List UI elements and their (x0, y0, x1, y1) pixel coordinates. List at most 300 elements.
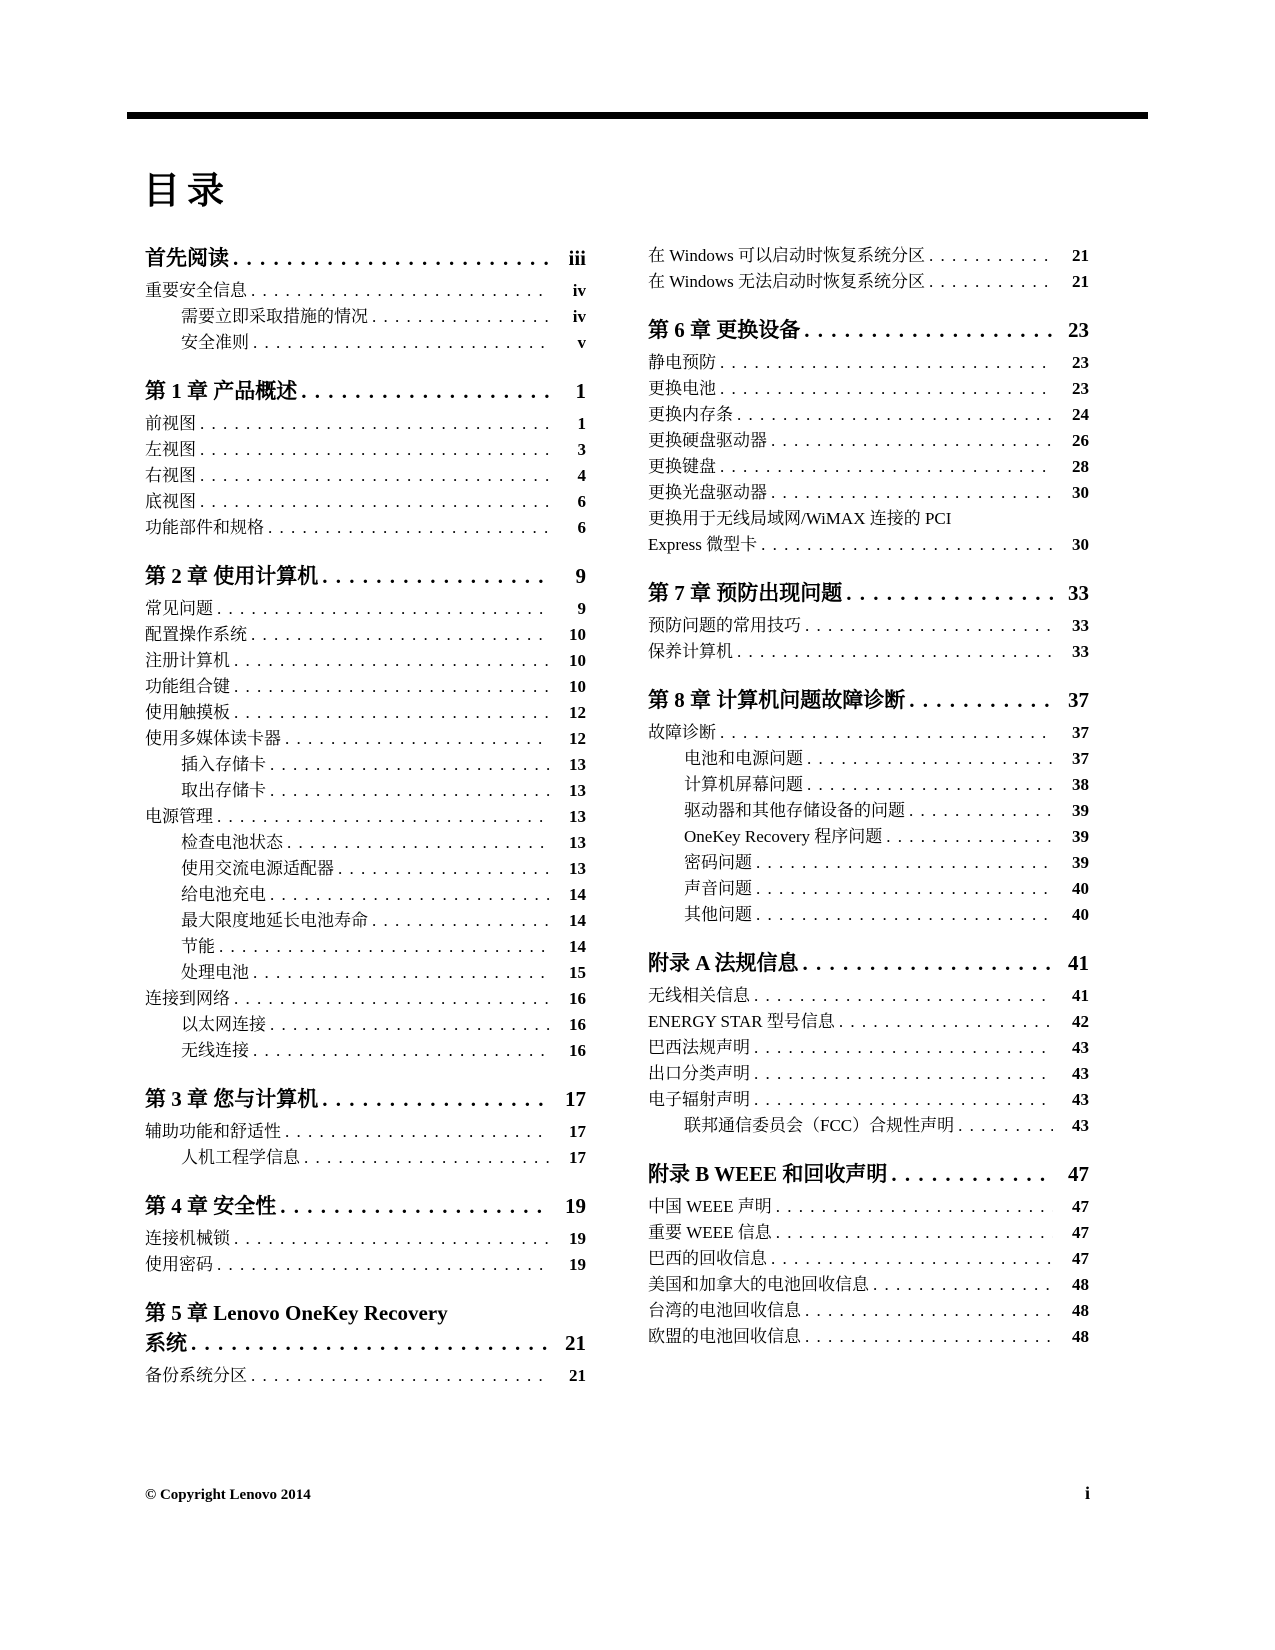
dot-leader (270, 882, 550, 908)
dot-leader (720, 454, 1053, 480)
toc-entry (648, 876, 1089, 902)
toc-entry-label: 在 Windows 无法启动时恢复系统分区 (648, 272, 925, 291)
toc-entry (648, 243, 1089, 269)
toc-entry-label: 驱动器和其他存储设备的问题 (684, 801, 905, 820)
toc-entry (145, 489, 586, 515)
dot-leader (200, 463, 550, 489)
toc-entry (648, 1246, 1089, 1272)
toc-page-number: 14 (569, 885, 586, 904)
toc-page-number: 14 (569, 911, 586, 930)
toc-page-number: 37 (1068, 688, 1089, 712)
dot-leader (217, 1252, 550, 1278)
toc-entry (145, 1084, 586, 1114)
toc-entry (648, 824, 1089, 850)
toc-entry (648, 269, 1089, 295)
toc-entry-label: 以太网连接 (181, 1015, 266, 1034)
toc-entry (145, 1038, 586, 1064)
toc-entry (145, 908, 586, 934)
dot-leader (191, 1328, 550, 1358)
toc-columns (145, 243, 1148, 1389)
toc-page-number: 43 (1072, 1090, 1089, 1109)
dot-leader (234, 674, 550, 700)
toc-page-number: 17 (569, 1148, 586, 1167)
toc-page-number: 39 (1072, 801, 1089, 820)
dot-leader (270, 752, 550, 778)
dot-leader (754, 983, 1053, 1009)
toc-entry (145, 376, 586, 406)
toc-entry (648, 948, 1089, 978)
dot-leader (958, 1113, 1053, 1139)
toc-page-number: 13 (569, 781, 586, 800)
dot-leader (909, 798, 1053, 824)
toc-entry-label: 巴西的回收信息 (648, 1249, 767, 1268)
toc-entry-label: 给电池充电 (181, 885, 266, 904)
toc-entry-label: 更换光盘驱动器 (648, 483, 767, 502)
toc-entry-label: 人机工程学信息 (181, 1148, 300, 1167)
dot-leader (886, 824, 1053, 850)
toc-entry-label: 备份系统分区 (145, 1366, 247, 1385)
toc-entry-label: 第 2 章 使用计算机 (145, 564, 319, 588)
toc-page-number: 19 (565, 1194, 586, 1218)
dot-leader (217, 596, 550, 622)
toc-entry-label: 节能 (181, 937, 215, 956)
toc-entry-label: 更换用于无线局域网/WiMAX 连接的 PCI (648, 509, 952, 528)
toc-entry-label: ENERGY STAR 型号信息 (648, 1012, 835, 1031)
toc-entry-label: 系统 (145, 1331, 187, 1355)
toc-entry-label: 声音问题 (684, 879, 752, 898)
dot-leader (720, 376, 1053, 402)
toc-page-number: 47 (1072, 1197, 1089, 1216)
toc-page-number: 40 (1072, 905, 1089, 924)
toc-entry-label: 第 6 章 更换设备 (648, 318, 801, 342)
toc-page-number: 17 (565, 1087, 586, 1111)
dot-leader (839, 1009, 1053, 1035)
toc-page-number: 39 (1072, 827, 1089, 846)
toc-entry (648, 798, 1089, 824)
toc-entry (145, 752, 586, 778)
toc-entry-label: 无线连接 (181, 1041, 249, 1060)
toc-entry (648, 402, 1089, 428)
toc-page-number: 48 (1072, 1327, 1089, 1346)
dot-leader (873, 1272, 1053, 1298)
dot-leader (234, 648, 550, 674)
toc-page-number: 48 (1072, 1275, 1089, 1294)
dot-leader (301, 376, 550, 406)
toc-entry-label: 更换硬盘驱动器 (648, 431, 767, 450)
toc-entry (648, 532, 1089, 558)
toc-entry-label: 首先阅读 (145, 246, 229, 270)
page-title: 目录 (143, 171, 231, 212)
toc-entry (648, 454, 1089, 480)
toc-entry-label: 故障诊断 (648, 723, 716, 742)
footer-page-number: i (1084, 1483, 1090, 1503)
toc-entry (145, 648, 586, 674)
toc-entry-label: 第 7 章 预防出现问题 (648, 581, 843, 605)
toc-entry (145, 804, 586, 830)
dot-leader (253, 1038, 550, 1064)
dot-leader (805, 1324, 1053, 1350)
toc-entry-label: 功能组合键 (145, 677, 230, 696)
toc-entry-label: 欧盟的电池回收信息 (648, 1327, 801, 1346)
toc-page-number: 14 (569, 937, 586, 956)
toc-page-number: iii (568, 246, 586, 270)
toc-entry-label: 第 1 章 产品概述 (145, 379, 298, 403)
toc-page-number: 19 (569, 1255, 586, 1274)
dot-leader (771, 480, 1053, 506)
page-footer (145, 1483, 1090, 1504)
toc-page-number: 1 (577, 414, 586, 433)
toc-page-number: 21 (1072, 246, 1089, 265)
toc-page-number: 12 (569, 703, 586, 722)
toc-entry (648, 1009, 1089, 1035)
toc-page-number: 43 (1072, 1116, 1089, 1135)
toc-entry (145, 856, 586, 882)
dot-leader (929, 269, 1053, 295)
toc-entry (648, 1061, 1089, 1087)
toc-entry-label: 更换电池 (648, 379, 716, 398)
toc-entry-label: 巴西法规声明 (648, 1038, 750, 1057)
toc-page-number: 30 (1072, 535, 1089, 554)
toc-page-number: 39 (1072, 853, 1089, 872)
toc-page-number: 43 (1072, 1038, 1089, 1057)
toc-page-number: 9 (577, 599, 586, 618)
toc-entry-label: 使用多媒体读卡器 (145, 729, 281, 748)
toc-entry-label: 更换内存条 (648, 405, 733, 424)
dot-leader (233, 243, 550, 273)
toc-entry (648, 480, 1089, 506)
toc-entry-label: 右视图 (145, 466, 196, 485)
toc-page-number: 33 (1072, 616, 1089, 635)
dot-leader (756, 902, 1053, 928)
toc-entry-label: 配置操作系统 (145, 625, 247, 644)
toc-entry (145, 437, 586, 463)
toc-entry (145, 622, 586, 648)
toc-entry (145, 243, 586, 273)
dot-leader (268, 515, 550, 541)
dot-leader (761, 532, 1053, 558)
footer-copyright: © Copyright Lenovo 2014 (145, 1487, 311, 1503)
dot-leader (807, 746, 1053, 772)
toc-entry-label: OneKey Recovery 程序问题 (684, 827, 883, 846)
toc-entry-label: 连接机械锁 (145, 1229, 230, 1248)
toc-page-number: iv (572, 307, 586, 326)
dot-leader (253, 330, 550, 356)
toc-entry-label: 附录 A 法规信息 (648, 951, 799, 975)
dot-leader (720, 720, 1053, 746)
toc-entry-label: 最大限度地延长电池寿命 (181, 911, 368, 930)
toc-entry (145, 1012, 586, 1038)
toc-page-number: 42 (1072, 1012, 1089, 1031)
toc-entry (145, 1145, 586, 1171)
toc-page-number: 16 (569, 989, 586, 1008)
toc-entry-label: 第 4 章 安全性 (145, 1194, 277, 1218)
toc-entry (648, 720, 1089, 746)
dot-leader (771, 428, 1053, 454)
toc-page-number: 23 (1068, 318, 1089, 342)
dot-leader (756, 876, 1053, 902)
toc-page-number: 16 (569, 1015, 586, 1034)
toc-entry (648, 639, 1089, 665)
dot-leader (200, 489, 550, 515)
toc-entry-label: 第 3 章 您与计算机 (145, 1087, 319, 1111)
toc-entry (648, 1035, 1089, 1061)
dot-leader (929, 243, 1053, 269)
toc-entry-label: 电源管理 (145, 807, 213, 826)
dot-leader (776, 1220, 1053, 1246)
toc-entry (145, 700, 586, 726)
toc-entry-label: 美国和加拿大的电池回收信息 (648, 1275, 869, 1294)
toc-page-number: 13 (569, 755, 586, 774)
toc-page-number: 33 (1068, 581, 1089, 605)
toc-page-number: 33 (1072, 642, 1089, 661)
toc-entry-label: 保养计算机 (648, 642, 733, 661)
dot-leader (285, 1119, 550, 1145)
dot-leader (338, 856, 550, 882)
toc-entry-label: 静电预防 (648, 353, 716, 372)
toc-page-number: 12 (569, 729, 586, 748)
toc-entry (145, 934, 586, 960)
toc-entry (648, 428, 1089, 454)
toc-entry-label: 处理电池 (181, 963, 249, 982)
toc-entry (145, 515, 586, 541)
toc-entry-label: 左视图 (145, 440, 196, 459)
toc-entry-label: 第 8 章 计算机问题故障诊断 (648, 688, 906, 712)
toc-page-number: 26 (1072, 431, 1089, 450)
dot-leader (253, 960, 550, 986)
toc-entry-label: 联邦通信委员会（FCC）合规性声明 (684, 1116, 955, 1135)
toc-entry-label: 计算机屏幕问题 (684, 775, 803, 794)
dot-leader (805, 613, 1053, 639)
toc-entry-label: 台湾的电池回收信息 (648, 1301, 801, 1320)
dot-leader (754, 1061, 1053, 1087)
toc-entry (145, 674, 586, 700)
dot-leader (280, 1191, 550, 1221)
toc-entry-label: 出口分类声明 (648, 1064, 750, 1083)
toc-page-number: 38 (1072, 775, 1089, 794)
top-rule (127, 112, 1148, 119)
toc-page-number: iv (572, 281, 586, 300)
toc-entry (648, 578, 1089, 608)
dot-leader (322, 561, 550, 591)
toc-entry (145, 411, 586, 437)
toc-page-number: 6 (577, 492, 586, 511)
dot-leader (234, 700, 550, 726)
toc-page-number: 16 (569, 1041, 586, 1060)
toc-page-number: 23 (1072, 379, 1089, 398)
dot-leader (737, 402, 1053, 428)
toc-entry (145, 726, 586, 752)
dot-leader (891, 1159, 1053, 1189)
toc-entry (648, 506, 1089, 532)
toc-entry-label: 电子辐射声明 (648, 1090, 750, 1109)
dot-leader (372, 908, 550, 934)
toc-entry (145, 778, 586, 804)
dot-leader (754, 1035, 1053, 1061)
toc-entry-label: 需要立即采取措施的情况 (181, 307, 368, 326)
toc-page-number: 37 (1072, 749, 1089, 768)
toc-entry-label: 重要 WEEE 信息 (648, 1223, 772, 1242)
dot-leader (737, 639, 1053, 665)
dot-leader (322, 1084, 550, 1114)
toc-page-number: 3 (577, 440, 586, 459)
dot-leader (805, 1298, 1053, 1324)
toc-entry (648, 350, 1089, 376)
toc-page-number: 13 (569, 807, 586, 826)
dot-leader (372, 304, 550, 330)
toc-page-number: 24 (1072, 405, 1089, 424)
toc-page-number: 41 (1072, 986, 1089, 1005)
toc-page-number: 47 (1068, 1162, 1089, 1186)
toc-entry-label: 底视图 (145, 492, 196, 511)
toc-entry (145, 1363, 586, 1389)
dot-leader (251, 1363, 550, 1389)
toc-page-number: 9 (575, 564, 586, 588)
toc-entry-label: 附录 B WEEE 和回收声明 (648, 1162, 888, 1186)
toc-entry (145, 1119, 586, 1145)
toc-entry-label: 密码问题 (684, 853, 752, 872)
toc-page-number: 19 (569, 1229, 586, 1248)
toc-entry-label: 重要安全信息 (145, 281, 247, 300)
toc-entry-label: 常见问题 (145, 599, 213, 618)
toc-page-number: v (577, 333, 586, 352)
toc-entry (145, 1298, 586, 1328)
toc-entry-label: 使用交流电源适配器 (181, 859, 334, 878)
toc-page-number: 41 (1068, 951, 1089, 975)
dot-leader (304, 1145, 550, 1171)
toc-page-number: 47 (1072, 1223, 1089, 1242)
toc-entry (648, 376, 1089, 402)
toc-entry (145, 561, 586, 591)
toc-entry (648, 1298, 1089, 1324)
toc-entry-label: 使用触摸板 (145, 703, 230, 722)
toc-entry-label: 功能部件和规格 (145, 518, 264, 537)
toc-entry-label: 预防问题的常用技巧 (648, 616, 801, 635)
toc-page-number: 10 (569, 677, 586, 696)
toc-page-number: 17 (569, 1122, 586, 1141)
toc-entry (145, 830, 586, 856)
toc-entry (145, 960, 586, 986)
toc-entry-label: 其他问题 (684, 905, 752, 924)
toc-page-number: 40 (1072, 879, 1089, 898)
toc-page-number: 10 (569, 651, 586, 670)
toc-entry (648, 315, 1089, 345)
toc-column-left (145, 243, 586, 1389)
dot-leader (776, 1194, 1053, 1220)
toc-entry (145, 330, 586, 356)
toc-page-number: 37 (1072, 723, 1089, 742)
toc-entry (145, 1226, 586, 1252)
toc-entry (145, 882, 586, 908)
toc-entry (648, 1087, 1089, 1113)
dot-leader (807, 772, 1053, 798)
toc-entry-label: 取出存储卡 (181, 781, 266, 800)
dot-leader (251, 278, 550, 304)
dot-leader (804, 315, 1053, 345)
toc-entry (648, 983, 1089, 1009)
toc-page-number: 48 (1072, 1301, 1089, 1320)
toc-entry (648, 685, 1089, 715)
toc-page-number: 30 (1072, 483, 1089, 502)
dot-leader (200, 437, 550, 463)
dot-leader (219, 934, 550, 960)
toc-entry-label: 无线相关信息 (648, 986, 750, 1005)
dot-leader (234, 1226, 550, 1252)
toc-entry (648, 1159, 1089, 1189)
toc-entry-label: 注册计算机 (145, 651, 230, 670)
toc-entry (648, 613, 1089, 639)
toc-page-number: 10 (569, 625, 586, 644)
toc-entry-label: 使用密码 (145, 1255, 213, 1274)
toc-page-number: 21 (1072, 272, 1089, 291)
toc-page-number: 4 (577, 466, 586, 485)
toc-entry-label: 前视图 (145, 414, 196, 433)
toc-entry-label: 安全准则 (181, 333, 249, 352)
toc-page-number: 6 (577, 518, 586, 537)
dot-leader (217, 804, 550, 830)
toc-entry-label: 辅助功能和舒适性 (145, 1122, 281, 1141)
toc-entry-label: 电池和电源问题 (684, 749, 803, 768)
toc-entry (145, 278, 586, 304)
toc-page-number: 21 (569, 1366, 586, 1385)
dot-leader (756, 850, 1053, 876)
toc-page-number: 21 (565, 1331, 586, 1355)
toc-entry-label: 在 Windows 可以启动时恢复系统分区 (648, 246, 925, 265)
toc-entry (648, 746, 1089, 772)
toc-entry (648, 1272, 1089, 1298)
toc-entry (648, 1324, 1089, 1350)
toc-page-number: 1 (575, 379, 586, 403)
toc-entry (648, 1220, 1089, 1246)
dot-leader (270, 1012, 550, 1038)
toc-entry (145, 1328, 586, 1358)
dot-leader (287, 830, 550, 856)
toc-page-number: 47 (1072, 1249, 1089, 1268)
toc-entry-label: Express 微型卡 (648, 535, 758, 554)
dot-leader (720, 350, 1053, 376)
toc-entry-label: 检查电池状态 (181, 833, 283, 852)
dot-leader (803, 948, 1053, 978)
toc-page-number: 13 (569, 859, 586, 878)
dot-leader (754, 1087, 1053, 1113)
dot-leader (846, 578, 1053, 608)
toc-entry (648, 902, 1089, 928)
toc-entry (145, 463, 586, 489)
toc-entry-label: 插入存储卡 (181, 755, 266, 774)
dot-leader (771, 1246, 1053, 1272)
dot-leader (909, 685, 1053, 715)
toc-entry (145, 1252, 586, 1278)
dot-leader (270, 778, 550, 804)
toc-entry (648, 1113, 1089, 1139)
toc-page-number: 23 (1072, 353, 1089, 372)
toc-entry (145, 986, 586, 1012)
toc-column-right (648, 243, 1089, 1350)
dot-leader (200, 411, 550, 437)
toc-entry-label: 更换键盘 (648, 457, 716, 476)
toc-page-number: 13 (569, 833, 586, 852)
toc-entry (145, 596, 586, 622)
toc-page-number: 15 (569, 963, 586, 982)
toc-page-number: 28 (1072, 457, 1089, 476)
toc-entry-label: 中国 WEEE 声明 (648, 1197, 772, 1216)
toc-entry (145, 304, 586, 330)
toc-entry-label: 连接到网络 (145, 989, 230, 1008)
dot-leader (234, 986, 550, 1012)
toc-entry (648, 772, 1089, 798)
toc-entry-label: 第 5 章 Lenovo OneKey Recovery (145, 1301, 448, 1325)
dot-leader (251, 622, 550, 648)
toc-entry (145, 1191, 586, 1221)
